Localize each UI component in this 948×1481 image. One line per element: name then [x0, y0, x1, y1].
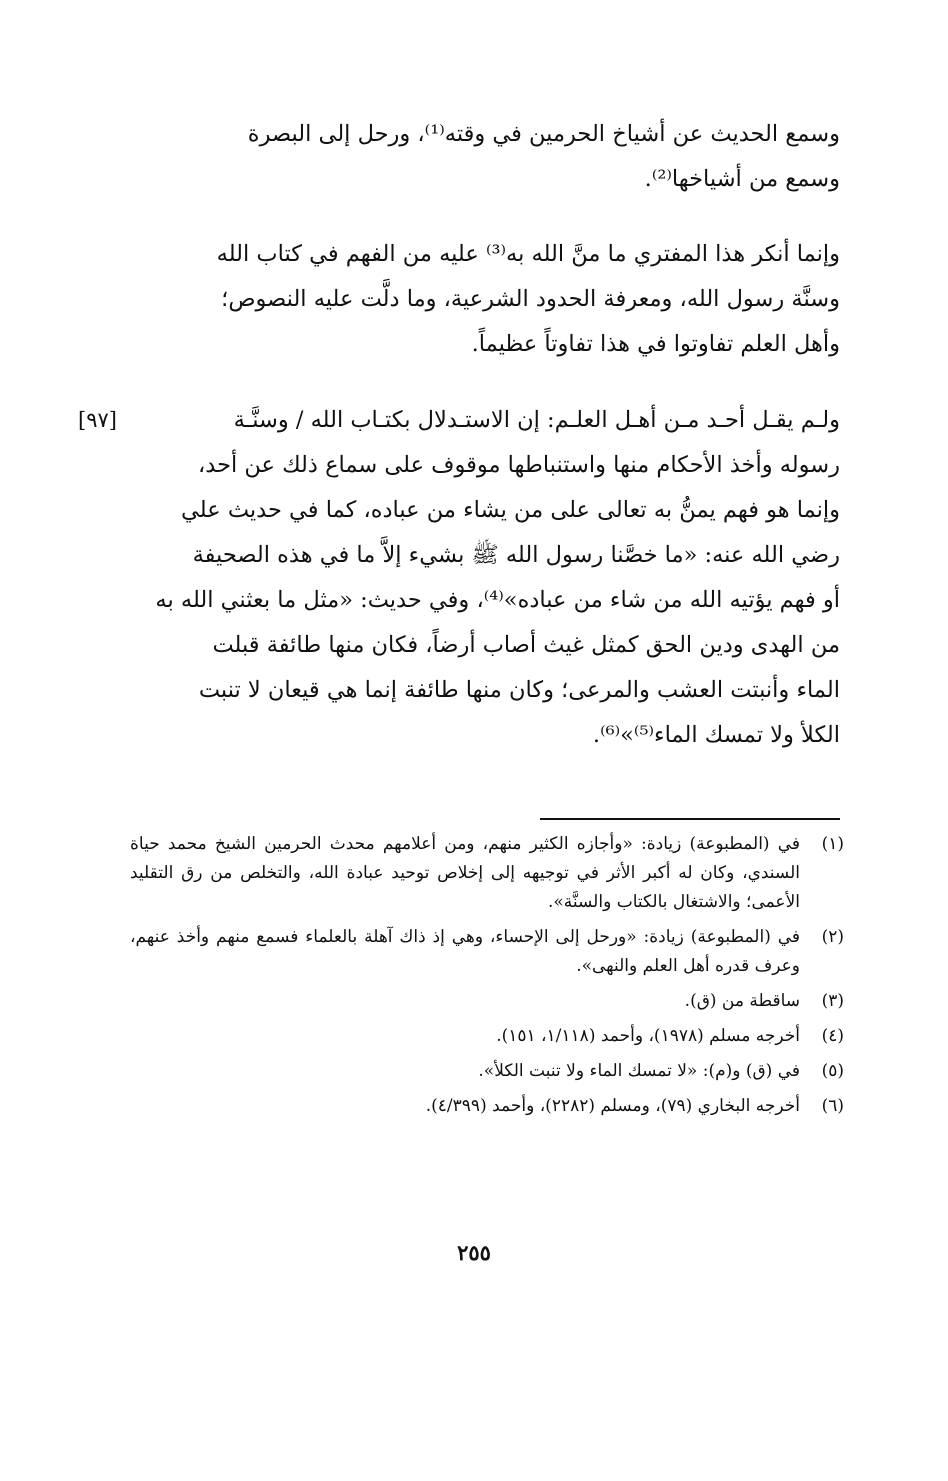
text-line: رسوله وأخذ الأحكام منها واستنباطها موقوف على سماع ذلك عن أحد،	[198, 452, 840, 478]
footnote	[130, 1022, 844, 1051]
text-line: وأهل العلم تفاوتوا في هذا تفاوتاً عظيماً.	[471, 331, 840, 357]
footnote-number: (٣)	[821, 991, 844, 1011]
footnote-text: أخرجه البخاري (٧٩)، ومسلم (٢٢٨٢)، وأحمد (٤/٣٩٩).	[425, 1096, 800, 1116]
text-line: الماء وأنبتت العشب والمرعى؛ وكان منها طائفة إنما هي قيعان لا تنبت	[198, 677, 840, 703]
text-line: من الهدى ودين الحق كمثل غيث أصاب أرضاً، فكان منها طائفة قبلت	[212, 632, 840, 658]
text-line: ولـم يقـل أحـد مـن أهـل العلـم: إن الاستـدلال بكتـاب الله / وسنَّـة	[233, 407, 840, 433]
footnotes-list	[130, 830, 844, 1127]
text-line: وسنَّة رسول الله، ومعرفة الحدود الشرعية، وما دلَّت عليه النصوص؛	[221, 286, 840, 312]
footnote-number: (٢)	[821, 927, 844, 947]
footnote	[130, 987, 844, 1016]
footnote-text: أخرجه مسلم (١٩٧٨)، وأحمد (١/١١٨، ١٥١).	[496, 1026, 800, 1046]
footnote-number: (٥)	[821, 1061, 844, 1081]
footnote-number: (١)	[821, 834, 844, 854]
footnote	[130, 830, 844, 917]
text-line: الكلأ ولا تمسك الماء⁽⁵⁾»⁽⁶⁾.	[592, 722, 840, 748]
footnote-number: (٦)	[821, 1096, 844, 1116]
footnote-divider	[540, 818, 840, 820]
footnote	[130, 923, 844, 981]
footnote-text: في (المطبوعة) زيادة: «ورحل إلى الإحساء، وهي إذ ذاك آهلة بالعلماء فسمع منهم وأخذ عنهم، وعرف قدره أهل العلم والنهى».	[130, 927, 800, 976]
paragraph-3	[128, 398, 840, 758]
text-line: وإنما أنكر هذا المفتري ما منَّ الله به⁽³⁾ عليه من الفهم في كتاب الله	[216, 241, 840, 267]
footnote-text: في (المطبوعة) زيادة: «وأجازه الكثير منهم، ومن أعلامهم محدث الحرمين الشيخ محمد حياة السندي، وكان له أكبر الأثر في توجيهه إلى إخلاص توحيد عبادة الله، والتخلص من رق التقليد الأعمى؛ والاشتغال بالكتاب والسنَّة».	[130, 834, 800, 912]
paragraph-1	[128, 112, 840, 202]
text-line: رضي الله عنه: «ما خصَّنا رسول الله ﷺ بشيء إلاَّ ما في هذه الصحيفة	[192, 542, 840, 568]
text-line: أو فهم يؤتيه الله من شاء من عباده»⁽⁴⁾، وفي حديث: «مثل ما بعثني الله به	[155, 587, 840, 613]
footnote-number: (٤)	[821, 1026, 844, 1046]
paragraph-2	[128, 232, 840, 367]
page-number: ٢٥٥	[457, 1240, 491, 1265]
text-line: وسمع من أشياخها⁽²⁾.	[644, 166, 840, 192]
page-margin-marker: [٩٧]	[78, 408, 117, 432]
text-line: وسمع الحديث عن أشياخ الحرمين في وقته⁽¹⁾، ورحل إلى البصرة	[247, 121, 840, 147]
footnote	[130, 1092, 844, 1121]
footnote	[130, 1057, 844, 1086]
footnote-text: ساقطة من (ق).	[684, 991, 800, 1011]
footnote-text: في (ق) و(م): «لا تمسك الماء ولا تنبت الكلأ».	[478, 1061, 800, 1081]
text-line: وإنما هو فهم يمنُّ به تعالى على من يشاء من عباده، كما في حديث علي	[181, 497, 840, 523]
